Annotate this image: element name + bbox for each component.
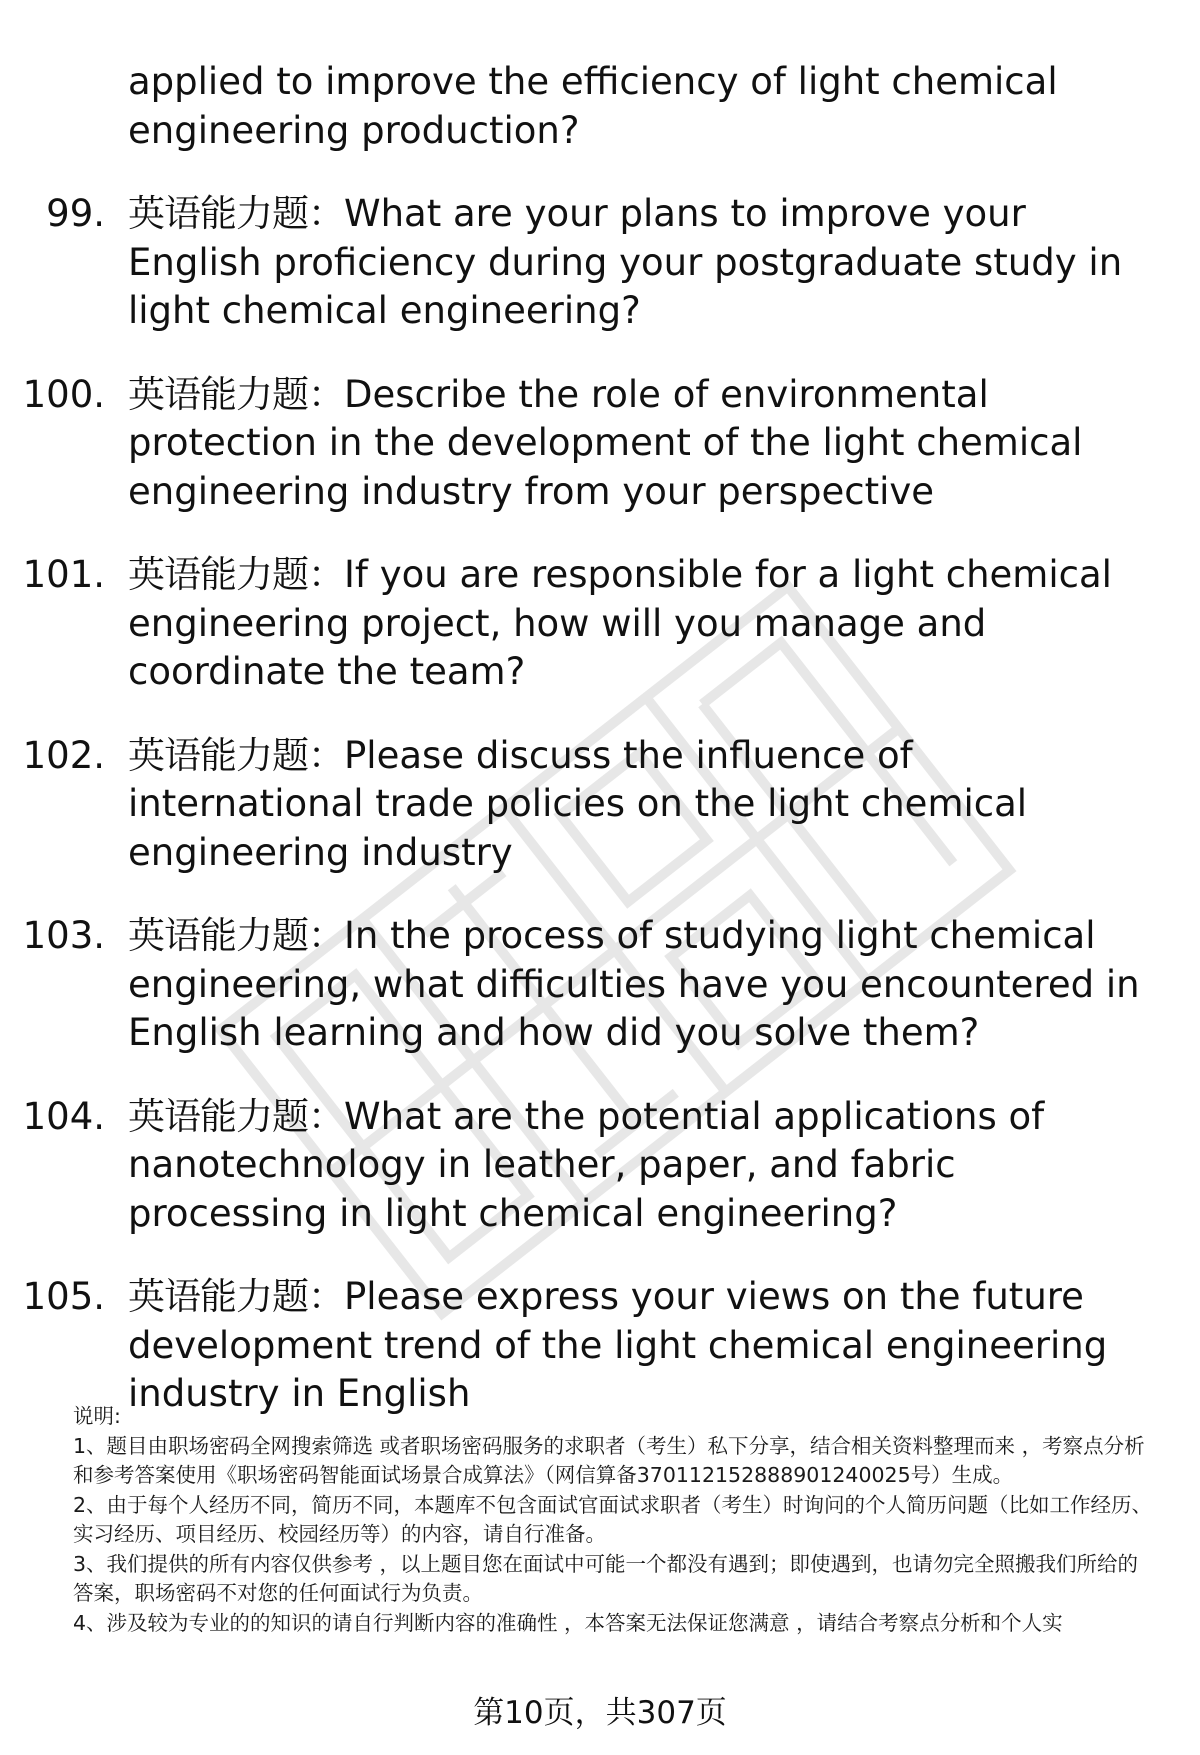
question-number: 100. — [22, 372, 105, 416]
question-item — [0, 1273, 1200, 1419]
notes-heading: 说明: — [73, 1404, 121, 1428]
question-text: Please discuss the influence of international trade policies on the light chemical engineering industry — [128, 733, 1028, 874]
continued-question-text: applied to improve the efficiency of light chemical engineering production? — [128, 60, 1058, 152]
question-body — [128, 912, 1148, 1058]
question-tag: 英语能力题： — [128, 1275, 344, 1318]
question-item — [0, 912, 1200, 1058]
question-body — [128, 1093, 1148, 1239]
question-item — [0, 371, 1200, 517]
question-item — [0, 190, 1200, 336]
note-item: 3、我们提供的所有内容仅供参考 ，以上题目您在面试中可能一个都没有遇到；即使遇到，也请勿完全照搬我们所给的答案，职场密码不对您的任何面试行为负责。 — [73, 1551, 1139, 1605]
question-body — [128, 732, 1148, 878]
question-body — [128, 551, 1148, 697]
question-text: In the process of studying light chemical engineering, what difficulties have you encountered in English learning and how did you solve them? — [128, 914, 1140, 1054]
note-item: 4、涉及较为专业的的知识的请自行判断内容的准确性 ，本答案无法保证您满意 ，请结合考察点分析和个人实 — [73, 1610, 1063, 1635]
question-item — [0, 732, 1200, 878]
question-tag: 英语能力题： — [128, 1094, 344, 1138]
question-text: What are the potential applications of nanotechnology in leather, paper, and fabric processing in light chemical engineering? — [128, 1094, 1045, 1235]
question-item — [0, 551, 1200, 697]
question-tag: 英语能力题： — [128, 733, 344, 777]
question-item — [0, 1093, 1200, 1239]
question-number: 102. — [22, 733, 105, 777]
notes-section — [73, 1402, 1153, 1638]
question-text: Please express your views on the future development trend of the light chemical engineering industry in English — [128, 1275, 1108, 1415]
note-item: 2、由于每个人经历不同，简历不同，本题库不包含面试官面试求职者（考生）时询问的个人简历问题（比如工作经历、实习经历、项目经历、校园经历等）的内容，请自行准备。 — [73, 1492, 1153, 1546]
question-text: If you are responsible for a light chemical engineering project, how will you manage and coordinate the team? — [128, 553, 1112, 693]
question-number: 99. — [46, 192, 105, 235]
question-tag: 英语能力题： — [128, 914, 344, 957]
question-list — [0, 58, 1200, 1454]
continued-question — [0, 58, 1200, 155]
question-tag: 英语能力题： — [128, 372, 344, 416]
question-tag: 英语能力题： — [128, 192, 344, 235]
question-tag: 英语能力题： — [128, 553, 344, 596]
question-text: Describe the role of environmental protection in the development of the light chemical engineering industry from your perspective — [128, 372, 1083, 513]
question-number: 101. — [22, 553, 105, 596]
question-number: 104. — [22, 1094, 105, 1138]
question-number: 103. — [22, 914, 105, 957]
page-number: 第10页，共307页 — [473, 1695, 727, 1731]
question-body — [128, 190, 1148, 336]
question-number: 105. — [22, 1275, 105, 1318]
question-body — [128, 371, 1148, 517]
question-body — [128, 1273, 1148, 1419]
note-item: 1、题目由职场密码全网搜索筛选 或者职场密码服务的求职者（考生）私下分享，结合相关资料整理而来 ，考察点分析和参考答案使用《职场密码智能面试场景合成算法》（网信算备370112152888901240025号）生成。 — [73, 1433, 1145, 1487]
question-text: What are your plans to improve your English proficiency during your postgraduate study in light chemical engineering? — [128, 192, 1123, 332]
